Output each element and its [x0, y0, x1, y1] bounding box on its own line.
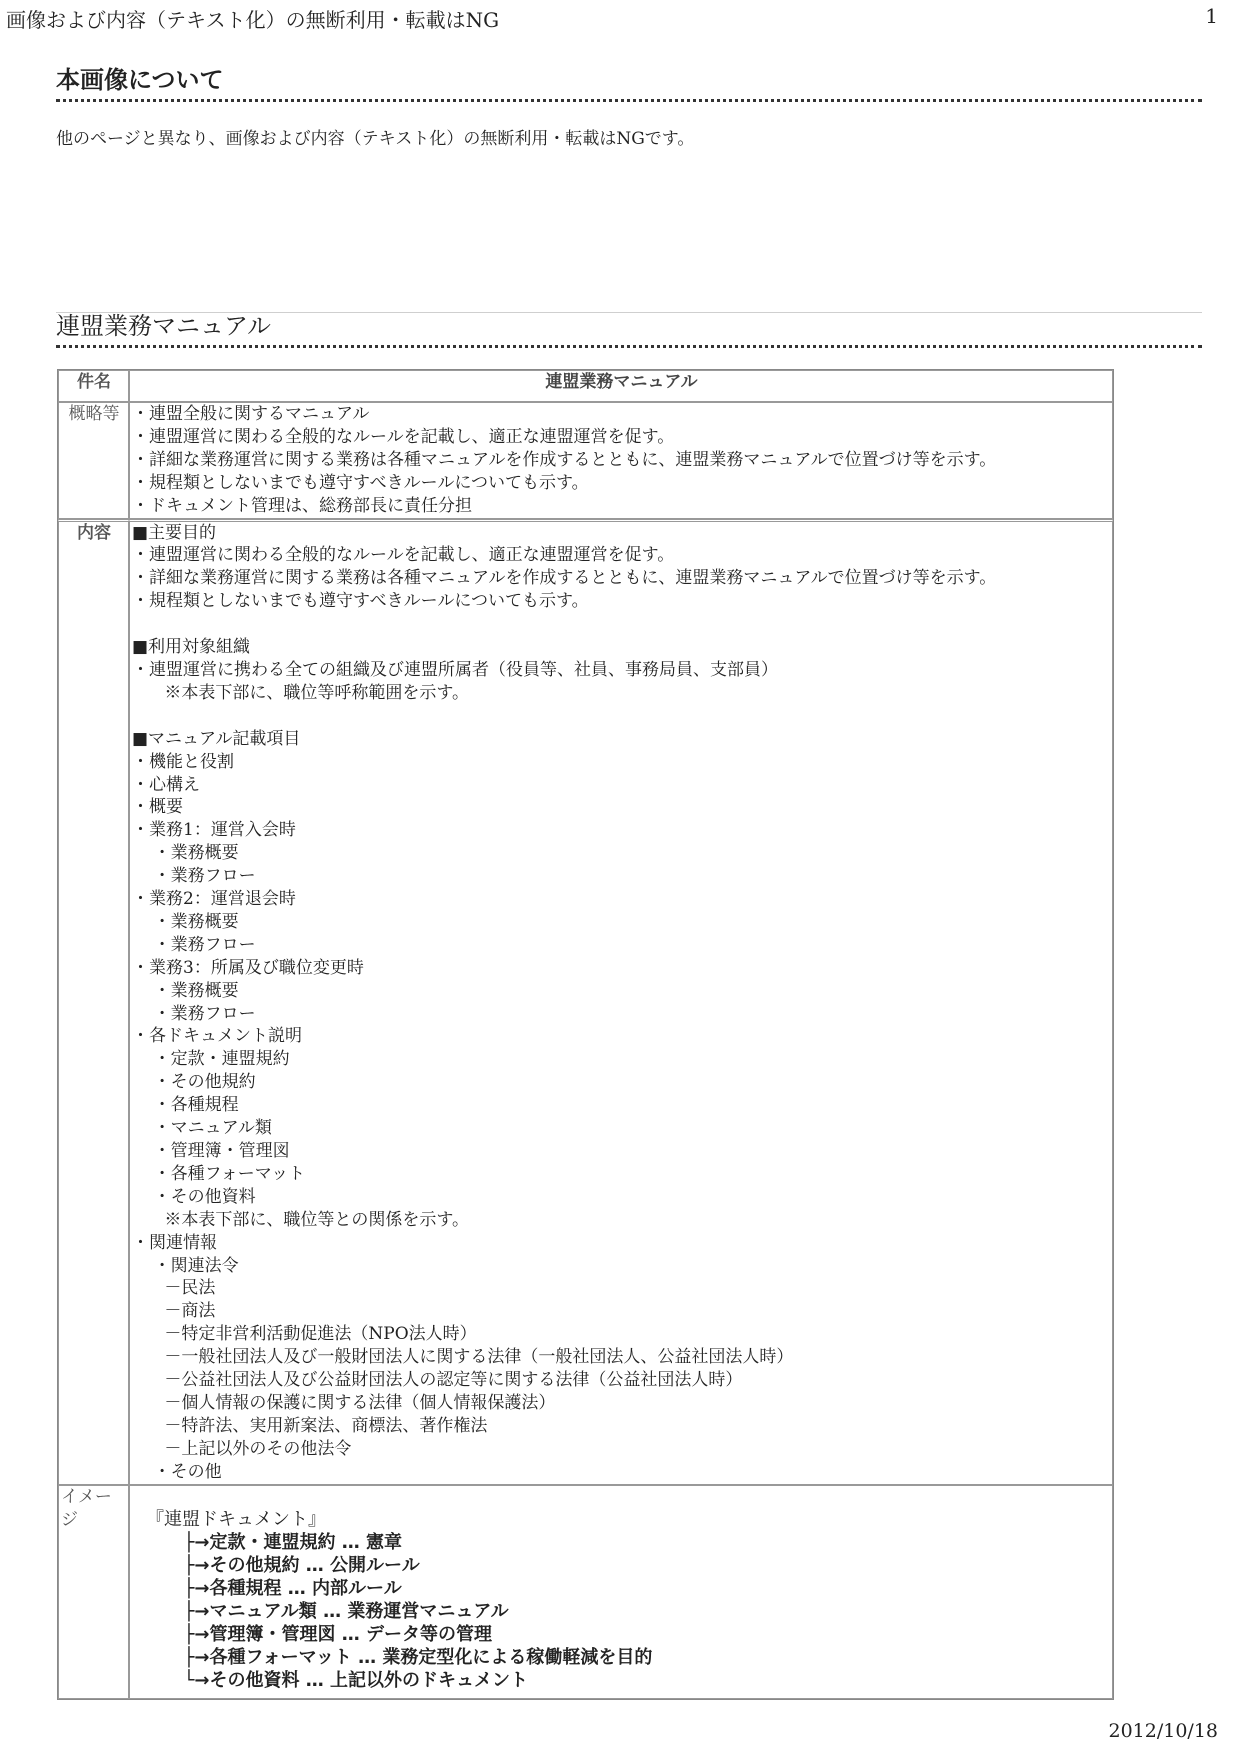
- content-line: ■マニュアル記載項目: [132, 728, 301, 749]
- content-line: －一般社団法人及び一般財団法人に関する法律（一般社団法人、公益社団法人時）: [132, 1347, 794, 1368]
- tree-item: ├→マニュアル類 … 業務運営マニュアル: [146, 1600, 509, 1622]
- label-summary: 概略等: [58, 402, 129, 519]
- content-line: －特許法、実用新案法、商標法、著作権法: [132, 1415, 488, 1436]
- content-line: ・業務概要: [132, 843, 239, 864]
- content-line: ・連盟運営に関わる全般的なルールを記載し、適正な連盟運営を促す。: [132, 545, 675, 566]
- content-line: ・関連法令: [132, 1255, 239, 1276]
- content-line: ・機能と役割: [132, 751, 234, 772]
- tree-item: ├→各種規程 … 内部ルール: [146, 1577, 402, 1599]
- table-row-name: [58, 370, 1113, 402]
- label-name: 件名: [58, 370, 129, 402]
- content-line: ・その他規約: [132, 1072, 256, 1093]
- content-line: ・業務フロー: [132, 1003, 256, 1024]
- section-manual: [56, 310, 1202, 348]
- content-line: ・業務2：運営退会時: [132, 889, 296, 910]
- summary-line: ・連盟全般に関するマニュアル: [132, 404, 370, 424]
- content-line: ※本表下部に、職位等呼称範囲を示す。: [132, 682, 470, 703]
- tree-item: ├→各種フォーマット … 業務定型化による稼働軽減を目的: [146, 1646, 653, 1668]
- manual-spec-table: [57, 369, 1114, 1700]
- label-image: イメージ: [58, 1485, 129, 1699]
- section-manual-title: 連盟業務マニュアル: [56, 310, 1202, 348]
- table-row-content: [58, 519, 1113, 1485]
- content-line: ・関連情報: [132, 1232, 217, 1253]
- content-line: ※本表下部に、職位等との関係を示す。: [132, 1209, 470, 1230]
- page-number: 1: [1205, 4, 1218, 28]
- content-line: ・業務フロー: [132, 866, 256, 887]
- content-line: ・定款・連盟規約: [132, 1049, 290, 1070]
- summary-line: ・ドキュメント管理は、総務部長に責任分担: [132, 495, 472, 516]
- print-header: [0, 0, 1240, 30]
- value-content: [129, 519, 1113, 1485]
- content-line: ・その他資料: [132, 1186, 256, 1207]
- content-line: ・連盟運営に携わる全ての組織及び連盟所属者（役員等、社員、事務局員、支部員）: [132, 659, 778, 680]
- section-about-title: 本画像について: [56, 64, 1202, 102]
- tree-item: ├→定款・連盟規約 … 憲章: [146, 1531, 403, 1553]
- content-line: ・業務フロー: [132, 934, 256, 955]
- content-line: [132, 613, 1111, 636]
- content-line: ・各ドキュメント説明: [132, 1026, 302, 1047]
- footer-date: 2012/10/18: [1108, 1720, 1218, 1742]
- header-title: 画像および内容（テキスト化）の無断利用・転載はNG: [6, 8, 500, 32]
- summary-line: ・連盟運営に関わる全般的なルールを記載し、適正な連盟運営を促す。: [132, 426, 675, 447]
- content-line: ・マニュアル類: [132, 1118, 272, 1139]
- summary-line: ・詳細な業務運営に関する業務は各種マニュアルを作成するとともに、連盟業務マニュアルで位置づけ等を示す。: [132, 449, 997, 470]
- content-line: ・各種フォーマット: [132, 1163, 306, 1184]
- value-name: 連盟業務マニュアル: [129, 370, 1113, 402]
- content-line: －公益社団法人及び公益財団法人の認定等に関する法律（公益社団法人時）: [132, 1370, 743, 1391]
- content-line: ・業務3：所属及び職位変更時: [132, 957, 364, 978]
- section-about-text: 他のページと異なり、画像および内容（テキスト化）の無断利用・転載はNGです。: [56, 129, 695, 149]
- table-row-summary: [58, 402, 1113, 519]
- content-line: ・業務概要: [132, 911, 239, 932]
- label-content: 内容: [58, 519, 129, 1485]
- tree-item: ├→管理簿・管理図 … データ等の管理: [146, 1623, 493, 1645]
- content-line: －上記以外のその他法令: [132, 1438, 352, 1459]
- section-about: [56, 64, 1202, 149]
- content-line: ・業務概要: [132, 980, 239, 1001]
- content-line: ・詳細な業務運営に関する業務は各種マニュアルを作成するとともに、連盟業務マニュアルで位置づけ等を示す。: [132, 568, 997, 589]
- content-line: ■主要目的: [132, 522, 217, 543]
- content-line: ・業務1：運営入会時: [132, 820, 296, 841]
- content-line: ・管理簿・管理図: [132, 1141, 290, 1161]
- content-line: ・その他: [132, 1461, 222, 1482]
- content-line: －民法: [132, 1278, 216, 1299]
- tree-item: 『連盟ドキュメント』: [146, 1508, 326, 1530]
- content-line: －個人情報の保護に関する法律（個人情報保護法）: [132, 1392, 556, 1413]
- summary-line: ・規程類としないまでも遵守すべきルールについても示す。: [132, 472, 589, 493]
- content-line: －商法: [132, 1301, 216, 1322]
- content-line: ・各種規程: [132, 1095, 239, 1116]
- value-summary: [129, 402, 1113, 519]
- value-image: [129, 1485, 1113, 1699]
- content-line: ・規程類としないまでも遵守すべきルールについても示す。: [132, 591, 589, 612]
- content-line: [132, 705, 1111, 728]
- content-line: ・概要: [132, 797, 183, 818]
- tree-item: └→その他資料 … 上記以外のドキュメント: [146, 1669, 529, 1691]
- table-row-image: [58, 1485, 1113, 1699]
- document-tree: [132, 1486, 1111, 1698]
- content-line: ・心構え: [132, 774, 200, 795]
- content-line: －特定非営利活動促進法（NPO法人時）: [132, 1324, 477, 1345]
- tree-item: ├→その他規約 … 公開ルール: [146, 1554, 420, 1576]
- content-line: ■利用対象組織: [132, 637, 251, 658]
